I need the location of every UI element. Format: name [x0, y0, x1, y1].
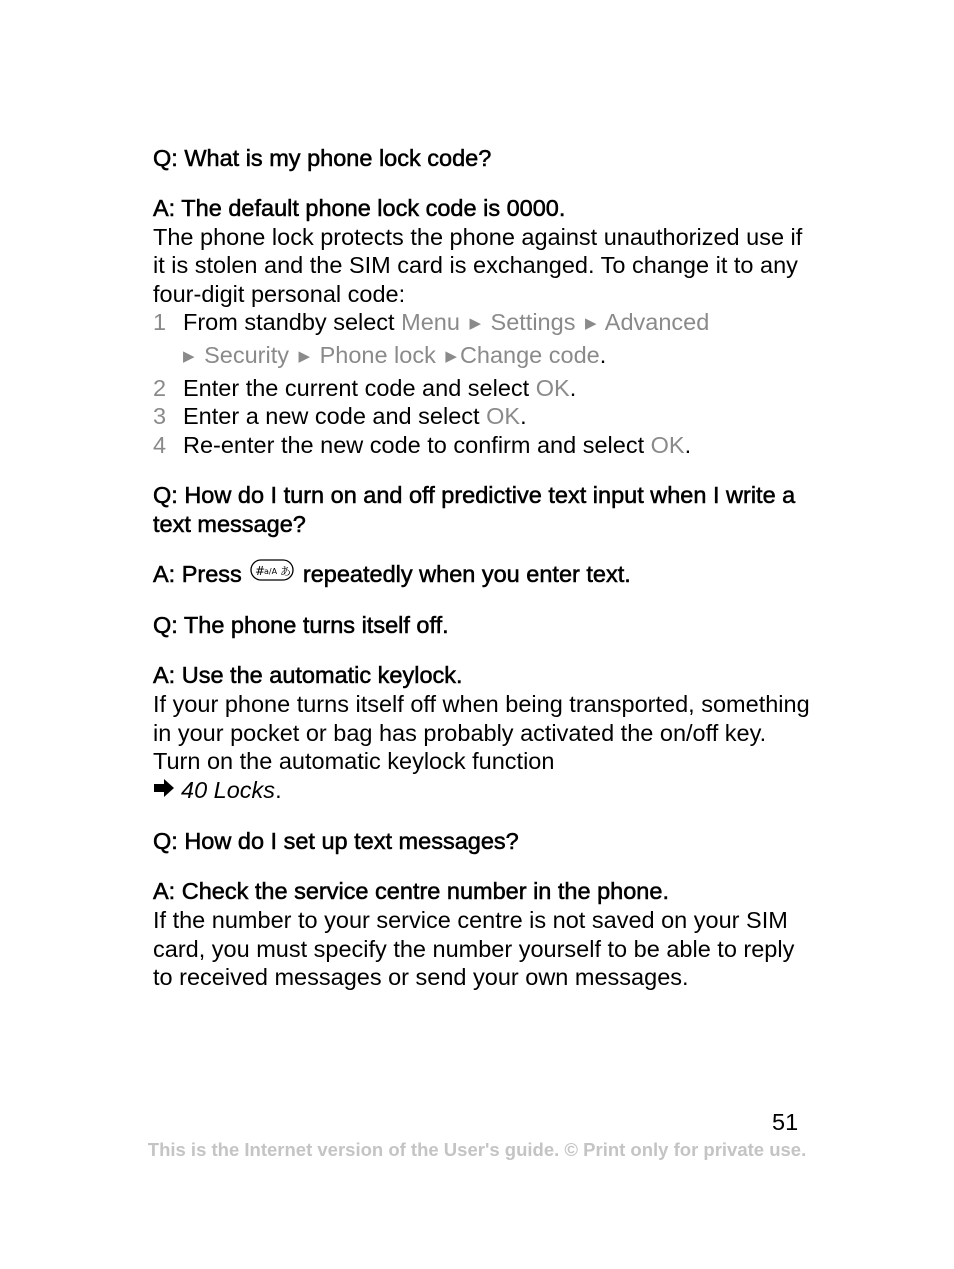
- menu-path-item: Settings: [490, 309, 576, 336]
- page-number: 51: [772, 1109, 799, 1135]
- menu-path-item: Security: [204, 342, 289, 369]
- question-predictive-text: Q: How do I turn on and off predictive text input when I write a text message?: [153, 481, 796, 537]
- svg-text:#: #: [255, 564, 266, 579]
- menu-arrow-icon: ▶: [298, 348, 311, 366]
- answer-phone-lock-body: The phone lock protects the phone against unauthorized use if it is stolen and the SIM card is exchanged. To change it to any four-digit personal code:: [153, 223, 803, 307]
- hash-key-icon: [250, 559, 294, 588]
- menu-arrow-icon: ▶: [445, 348, 457, 366]
- step-number: 3: [153, 403, 167, 430]
- footer-notice: This is the Internet version of the User's guide. © Print only for private use.: [147, 1139, 807, 1160]
- step-text: Re-enter the new code to confirm and select: [183, 431, 645, 458]
- step-item: 1 From standby select Menu ▶ Settings ▶ Advanced ▶ Security ▶ Phone lock ▶ Change code.: [153, 309, 710, 369]
- step-item: 2 Enter the current code and select OK.: [153, 374, 577, 401]
- answer-keylock-text: If your phone turns itself off when being transported, something in your pocket or bag has probably activated the on/off key. Turn on the automatic keylock function: [153, 690, 810, 775]
- svg-text:あ: あ: [280, 565, 292, 579]
- answer-predictive-text: [153, 560, 813, 590]
- question-phone-turns-off: Q: The phone turns itself off.: [153, 612, 449, 639]
- step-text: Enter the current code and select: [183, 374, 530, 401]
- step-number: 2: [153, 374, 167, 401]
- phone-lock-steps: [153, 308, 813, 459]
- ok-label: OK: [486, 403, 521, 430]
- menu-arrow-icon: ▶: [183, 348, 195, 366]
- answer-service-centre-body: If the number to your service centre is not saved on your SIM card, you must specify the number yourself to be able to reply to received messages or send your own messages.: [153, 906, 795, 991]
- step-number: 4: [153, 431, 167, 458]
- cross-reference-link[interactable]: 40 Locks: [181, 776, 276, 803]
- right-arrow-icon: [153, 775, 175, 804]
- step-text: From standby select: [183, 309, 395, 336]
- menu-path-item: Phone lock: [319, 342, 436, 369]
- menu-path-item: Change code: [459, 342, 600, 369]
- step-text: Enter a new code and select: [183, 403, 480, 430]
- step-item: 3 Enter a new code and select OK.: [153, 403, 527, 430]
- answer-text-start: A: Press: [153, 560, 242, 587]
- answer-phone-lock-code: A: The default phone lock code is 0000.: [153, 195, 566, 222]
- document-content: [153, 144, 813, 992]
- menu-path-item: Advanced: [604, 309, 710, 336]
- question-phone-lock-code: Q: What is my phone lock code?: [153, 145, 492, 171]
- menu-path-item: Menu: [401, 309, 460, 336]
- step-number: 1: [153, 309, 167, 336]
- question-text-messages: Q: How do I set up text messages?: [153, 828, 519, 855]
- answer-keylock-body: If your phone turns itself off when being transported, something in your pocket or bag has probably activated the on/off key. Turn on the automatic keylock function 40 Locks.: [153, 690, 810, 803]
- answer-keylock: A: Use the automatic keylock.: [153, 662, 463, 689]
- ok-label: OK: [650, 431, 685, 458]
- menu-arrow-icon: ▶: [469, 315, 481, 333]
- menu-arrow-icon: ▶: [584, 315, 597, 333]
- answer-text-end: repeatedly when you enter text.: [302, 560, 631, 587]
- step-item: 4 Re-enter the new code to confirm and select OK.: [153, 431, 692, 458]
- answer-service-centre: A: Check the service centre number in the phone.: [153, 878, 669, 905]
- svg-text:a/A: a/A: [264, 567, 278, 577]
- ok-label: OK: [535, 374, 570, 401]
